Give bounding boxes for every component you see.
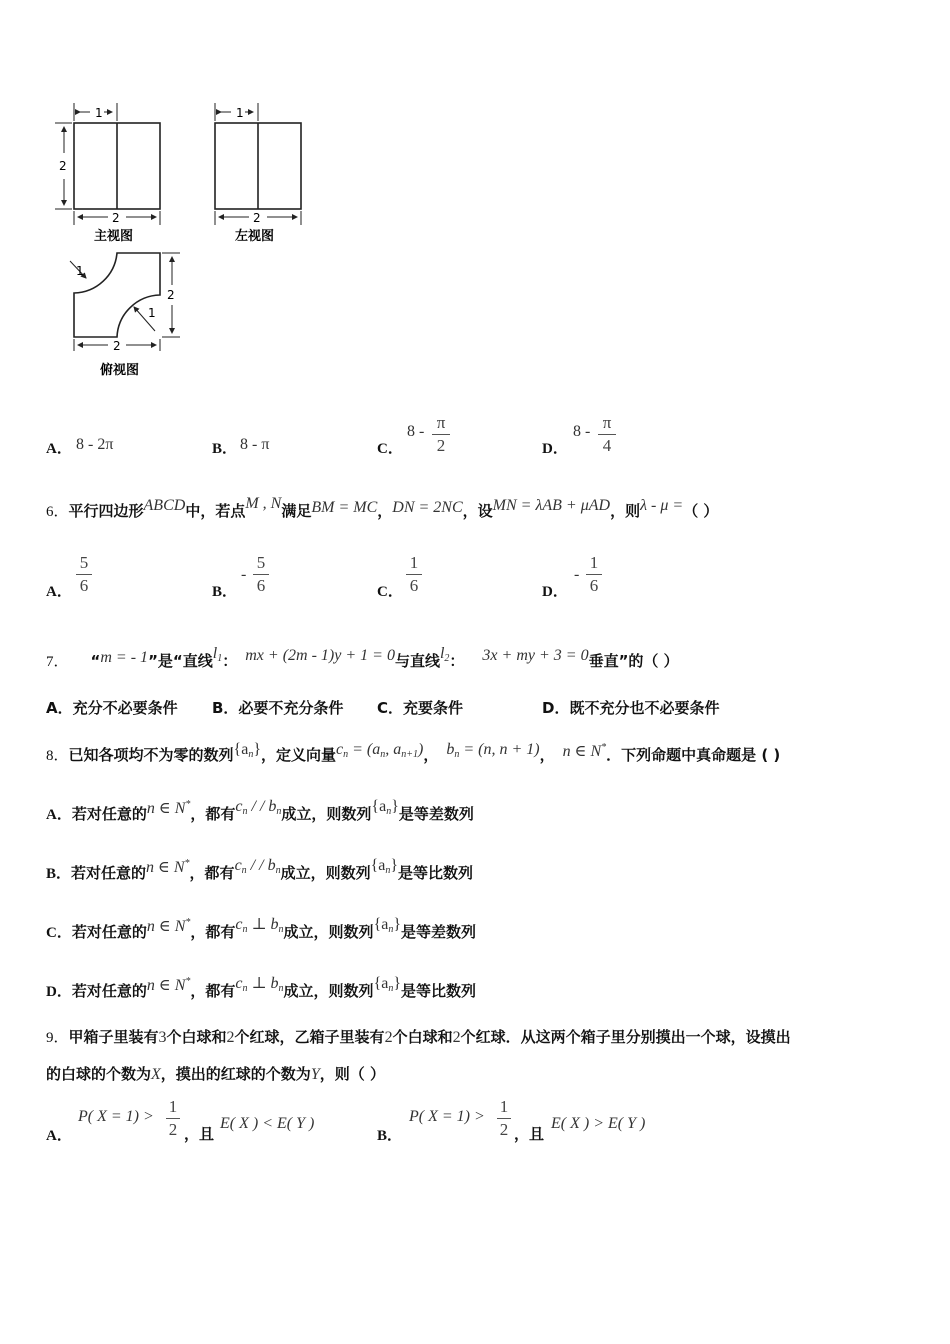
math: b	[268, 798, 277, 815]
option-text: ，都有	[190, 805, 236, 823]
option-label: D．	[46, 984, 72, 1000]
q5-option-a-label: A．	[46, 441, 72, 457]
superscript: *	[185, 799, 191, 810]
stem-text: 的白球的个数为	[46, 1065, 152, 1083]
question-7-stem	[46, 645, 679, 672]
stem-text: 与直线	[394, 652, 440, 670]
q9-option-a-math-1: P( X = 1) >	[78, 1108, 154, 1125]
math: b	[446, 741, 455, 758]
numerator: 5	[79, 553, 89, 572]
superscript: *	[184, 858, 190, 869]
q6-option-c-fraction	[406, 553, 422, 596]
stem-text: 个红球，乙箱子里装有	[234, 1028, 385, 1046]
denominator: 2	[436, 436, 446, 455]
stem-text: 平行四边形	[68, 502, 144, 520]
math: , a	[385, 741, 402, 758]
option-text: 若对任意的	[71, 864, 147, 882]
subscript: n	[380, 749, 386, 760]
side-view	[215, 103, 301, 244]
option-text: 是等比数列	[401, 982, 477, 1000]
math: BM = MC	[311, 499, 378, 516]
math: }	[393, 975, 402, 992]
dim-label: 2	[113, 339, 121, 353]
q7-option-c: C．充要条件	[377, 699, 464, 717]
option-text: ，都有	[189, 864, 235, 882]
math: 3	[158, 1029, 167, 1046]
math: λ - μ =	[640, 497, 684, 514]
top-view-label: 俯视图	[100, 363, 140, 378]
math: ⊥	[247, 916, 271, 933]
q9-option-a-label: A．	[46, 1128, 72, 1144]
stem-text: ，则	[610, 502, 641, 520]
option-label: C．	[46, 925, 72, 941]
q6-option-d-label: D．	[542, 584, 568, 600]
option-text: 是等差数列	[398, 805, 474, 823]
math: MN = λAB + μAD	[492, 497, 611, 514]
denominator: 4	[602, 436, 612, 455]
math: {a	[233, 741, 249, 758]
q9-option-b-fraction	[497, 1097, 511, 1140]
q6-option-a-label: A．	[46, 584, 72, 600]
q9-option-a-fraction	[166, 1097, 180, 1140]
math: n ∈ N	[146, 918, 186, 935]
option-text: 是等比数列	[398, 864, 474, 882]
math: ABCD	[143, 497, 186, 514]
q8-option-a	[46, 798, 474, 825]
dim-label: 2	[167, 288, 175, 302]
q5-option-d-fraction	[598, 413, 616, 456]
math: M , N	[245, 495, 282, 512]
superscript: *	[185, 917, 191, 928]
option-text: 成立，则数列	[283, 982, 374, 1000]
stem-text: 个白球和	[392, 1028, 453, 1046]
option-text: 成立，则数列	[283, 923, 374, 941]
stem-text: 个红球．从这两个箱子里分别摸出一个球，设摸出	[460, 1028, 791, 1046]
math: b	[267, 857, 276, 874]
stem-text: （ ）	[683, 502, 719, 520]
q5-option-c-label: C．	[377, 441, 403, 457]
q5-option-d-prefix: 8 -	[573, 423, 591, 440]
math: c	[336, 741, 344, 758]
stem-text: ．下列命题中真命题是 ( )	[606, 746, 781, 764]
math: }	[391, 798, 399, 815]
option-label: B．	[46, 866, 72, 882]
side-view-label: 左视图	[235, 229, 275, 244]
dim-label: 2	[112, 211, 120, 225]
subscript: n	[278, 924, 284, 935]
math: c	[235, 798, 243, 815]
subscript: n+1	[401, 749, 418, 760]
dim-label: 2	[59, 159, 67, 173]
top-view	[70, 253, 180, 378]
math: X	[151, 1066, 161, 1083]
numerator: 1	[589, 553, 599, 572]
q5-option-c-prefix: 8 -	[407, 423, 425, 440]
q9-option-b-math-2: E( X ) > E( Y )	[551, 1115, 646, 1132]
q6-option-c-label: C．	[377, 584, 403, 600]
q6-option-b-label: B．	[212, 584, 238, 600]
stem-text: ：	[449, 652, 465, 670]
q7-option-a: A．充分不必要条件	[46, 699, 178, 717]
stem-text: ”是“直线	[148, 652, 213, 670]
numerator: 1	[409, 553, 419, 572]
math: )	[418, 741, 424, 758]
math: Y	[310, 1066, 320, 1083]
q6-option-b-fraction	[253, 553, 269, 596]
math: 2	[384, 1029, 393, 1046]
q5-option-d-label: D．	[542, 441, 568, 457]
question-9-stem-line-2	[46, 1063, 385, 1084]
q9-option-b-label: B．	[377, 1128, 403, 1144]
math: n ∈ N	[562, 743, 602, 760]
option-text: ，都有	[190, 923, 236, 941]
math: DN = 2NC	[392, 499, 463, 516]
math: c	[234, 857, 242, 874]
subscript: 1	[217, 653, 223, 664]
stem-text: ，	[377, 502, 393, 520]
q6-option-d-fraction	[586, 553, 602, 596]
math: b	[270, 975, 279, 992]
stem-text: “	[90, 652, 101, 670]
dim-label: 1	[76, 264, 84, 278]
subscript: n	[388, 983, 394, 994]
math: }	[390, 857, 399, 874]
math: {a	[370, 857, 386, 874]
dim-label: 1	[95, 106, 103, 120]
q6-option-b-sign: -	[241, 566, 247, 583]
math: {a	[373, 975, 389, 992]
math: c	[235, 975, 243, 992]
subscript: n	[275, 865, 281, 876]
subscript: n	[248, 749, 254, 760]
q9-option-a-math-2: E( X ) < E( Y )	[220, 1115, 315, 1132]
subscript: n	[385, 865, 391, 876]
q8-option-d	[46, 975, 477, 1002]
math: }	[253, 741, 261, 758]
q6-option-a-fraction	[76, 553, 92, 596]
question-number: 8．	[46, 748, 69, 764]
stem-text: ，	[539, 746, 555, 764]
math: }	[393, 916, 402, 933]
numerator: 1	[168, 1097, 178, 1116]
math: {a	[373, 916, 389, 933]
subscript: n	[454, 749, 460, 760]
dim-label: 2	[253, 211, 261, 225]
math: mx + (2m - 1)y + 1 = 0	[245, 647, 395, 664]
math: m = - 1	[100, 649, 149, 666]
subscript: n	[386, 806, 392, 817]
question-number: 7．	[46, 654, 69, 670]
stem-text: ，定义向量	[261, 746, 337, 764]
q9-option-b-text: ，且	[514, 1125, 545, 1143]
stem-text: 满足	[281, 502, 312, 520]
option-text: ，都有	[190, 982, 236, 1000]
question-9-stem-line-1	[46, 1026, 791, 1047]
stem-text: 甲箱子里装有	[68, 1028, 159, 1046]
q5-option-b-label: B．	[212, 441, 238, 457]
option-text: 若对任意的	[71, 982, 147, 1000]
math: {a	[371, 798, 387, 815]
math: / /	[247, 798, 269, 815]
option-text: 是等差数列	[401, 923, 477, 941]
denominator: 6	[79, 576, 89, 595]
subscript: n	[242, 983, 248, 994]
option-text: 若对任意的	[71, 923, 147, 941]
q7-option-b: B．必要不充分条件	[212, 699, 344, 717]
denominator: 2	[499, 1120, 509, 1139]
math: l	[212, 645, 218, 662]
front-view	[55, 103, 160, 244]
front-view-label: 主视图	[94, 229, 134, 244]
dim-label: 1	[236, 106, 244, 120]
q9-option-a-text: ，且	[184, 1125, 215, 1143]
question-number: 6．	[46, 504, 69, 520]
stem-text: 已知各项均不为零的数列	[68, 746, 234, 764]
question-8-stem	[46, 741, 781, 766]
stem-text: ，则（ ）	[319, 1065, 385, 1083]
superscript: *	[185, 976, 191, 987]
q9-option-b-math-1: P( X = 1) >	[409, 1108, 485, 1125]
math: c	[235, 916, 243, 933]
option-text: 成立，则数列	[280, 864, 371, 882]
three-view-figure	[50, 95, 330, 385]
math: l	[439, 645, 445, 662]
math: 3x + my + 3 = 0	[482, 647, 589, 664]
denominator: 6	[409, 576, 419, 595]
math: b	[270, 916, 279, 933]
q5-option-c-fraction	[432, 413, 450, 456]
stem-text: 中，若点	[185, 502, 246, 520]
math: / /	[246, 857, 268, 874]
stem-text: 垂直”的（ ）	[588, 652, 679, 670]
q5-option-a-math: 8 - 2π	[76, 436, 114, 453]
q7-option-d: D．既不充分也不必要条件	[542, 699, 720, 717]
stem-text: ，摸出的红球的个数为	[160, 1065, 311, 1083]
q8-option-c	[46, 916, 477, 943]
q6-option-d-sign: -	[574, 566, 580, 583]
math: 2	[226, 1029, 235, 1046]
option-label: A．	[46, 807, 72, 823]
math: 2	[452, 1029, 461, 1046]
math: = (a	[348, 741, 381, 758]
subscript: 2	[444, 653, 450, 664]
math: n ∈ N	[146, 859, 185, 876]
superscript: *	[601, 742, 607, 753]
denominator: 2	[168, 1120, 178, 1139]
denominator: 6	[256, 576, 266, 595]
numerator: π	[436, 413, 446, 432]
math: = (n, n + 1)	[459, 741, 540, 758]
q8-option-b	[46, 857, 474, 884]
stem-text: ：	[222, 652, 238, 670]
numerator: π	[602, 413, 612, 432]
subscript: n	[278, 983, 284, 994]
math: n ∈ N	[146, 977, 186, 994]
stem-text: ，	[423, 746, 439, 764]
subscript: n	[276, 806, 282, 817]
option-text: 成立，则数列	[281, 805, 372, 823]
denominator: 6	[589, 576, 599, 595]
subscript: n	[241, 865, 247, 876]
subscript: n	[242, 806, 248, 817]
subscript: n	[343, 749, 349, 760]
math: n ∈ N	[146, 800, 186, 817]
stem-text: ，设	[462, 502, 493, 520]
option-text: 若对任意的	[71, 805, 147, 823]
question-number: 9．	[46, 1030, 69, 1046]
numerator: 5	[256, 553, 266, 572]
stem-text: 个白球和	[166, 1028, 227, 1046]
math: ⊥	[247, 975, 271, 992]
numerator: 1	[499, 1097, 509, 1116]
question-6-stem	[46, 495, 719, 521]
subscript: n	[388, 924, 394, 935]
dim-label: 1	[148, 306, 156, 320]
subscript: n	[242, 924, 248, 935]
q5-option-b-math: 8 - π	[240, 436, 270, 453]
